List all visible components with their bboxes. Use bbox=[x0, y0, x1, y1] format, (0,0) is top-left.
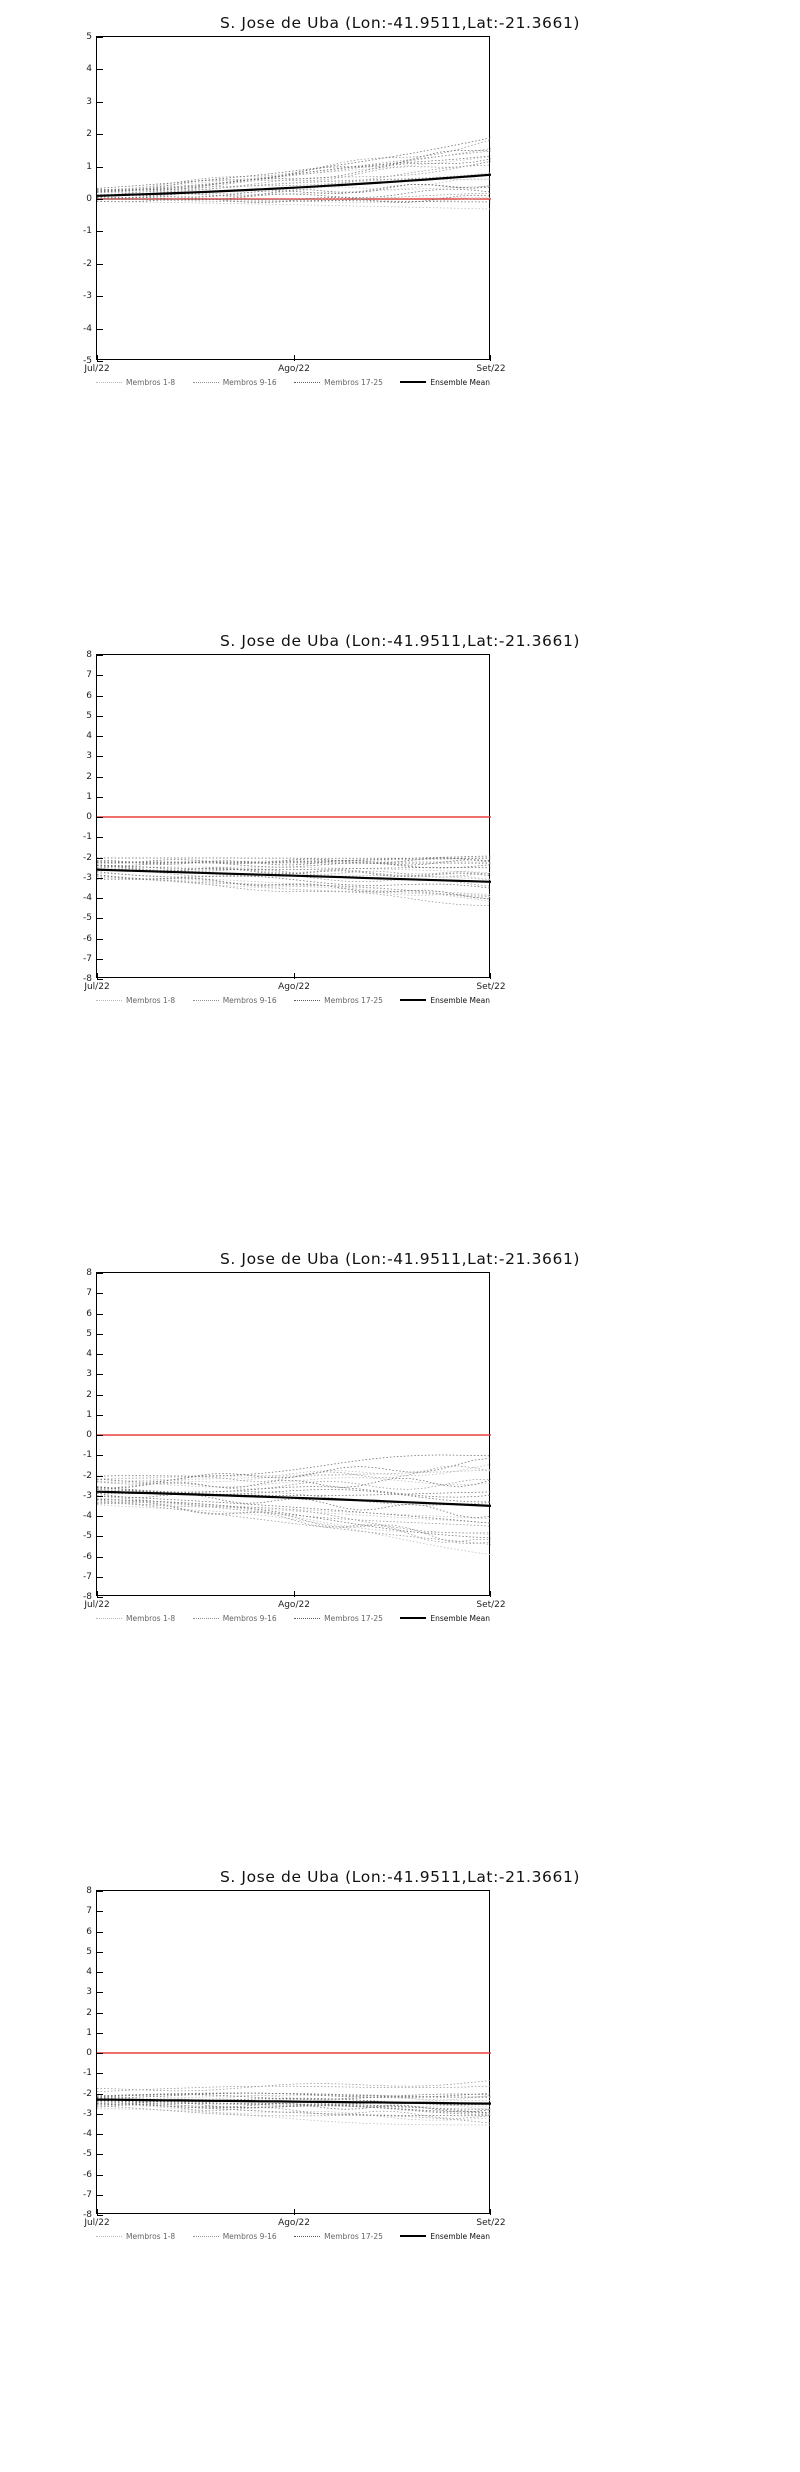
y-tick-mark bbox=[97, 2094, 103, 2095]
y-tick-mark bbox=[97, 1273, 103, 1274]
y-tick-label: 2 bbox=[86, 1389, 92, 1400]
x-tick-label: Ago/22 bbox=[278, 982, 310, 992]
y-tick-mark bbox=[97, 1911, 103, 1912]
y-tick-mark bbox=[97, 2154, 103, 2155]
y-tick-mark bbox=[97, 1415, 103, 1416]
y-tick-label: 1 bbox=[86, 161, 92, 172]
x-tick-mark bbox=[294, 2209, 295, 2215]
x-tick-label: Set/22 bbox=[476, 2218, 506, 2228]
legend-swatch-icon bbox=[193, 1618, 219, 1619]
y-tick-mark bbox=[97, 2114, 103, 2115]
y-tick-label: 2 bbox=[86, 771, 92, 782]
legend-label: Membros 9-16 bbox=[222, 1613, 277, 1623]
y-tick-mark bbox=[97, 959, 103, 960]
y-tick-mark bbox=[97, 736, 103, 737]
y-tick-label: 0 bbox=[86, 2048, 92, 2058]
legend-swatch-icon bbox=[294, 2236, 320, 2237]
y-tick-mark bbox=[97, 858, 103, 859]
y-tick-label: -4 bbox=[83, 893, 92, 903]
x-tick-label: Jul/22 bbox=[84, 2218, 110, 2228]
chart-panel bbox=[0, 618, 800, 1236]
chart-panel bbox=[0, 1236, 800, 1854]
y-tick-mark bbox=[97, 69, 103, 70]
legend-item bbox=[294, 1614, 383, 1623]
y-tick-label: -4 bbox=[83, 2129, 92, 2139]
legend-label: Membros 1-8 bbox=[126, 995, 176, 1005]
legend-label: Ensemble Mean bbox=[430, 995, 490, 1005]
y-tick-mark bbox=[97, 817, 103, 818]
y-tick-label: 8 bbox=[86, 1886, 92, 1896]
legend-label: Membros 17-25 bbox=[324, 2231, 383, 2241]
x-tick-mark bbox=[294, 355, 295, 361]
y-tick-mark bbox=[97, 1557, 103, 1558]
y-tick-mark bbox=[97, 979, 103, 980]
y-tick-mark bbox=[97, 1496, 103, 1497]
legend-item bbox=[400, 378, 490, 387]
y-tick-label: -4 bbox=[83, 1511, 92, 1521]
y-tick-mark bbox=[97, 2013, 103, 2014]
legend-swatch-icon bbox=[96, 2236, 122, 2237]
y-tick-label: 4 bbox=[86, 1967, 92, 1977]
chart-legend bbox=[96, 374, 490, 390]
y-tick-mark bbox=[97, 37, 103, 38]
plot-area bbox=[83, 32, 506, 374]
y-tick-mark bbox=[97, 231, 103, 232]
y-tick-label: -2 bbox=[83, 2088, 92, 2099]
y-tick-label: -5 bbox=[83, 1531, 92, 1542]
y-tick-label: 5 bbox=[86, 710, 92, 721]
x-tick-mark bbox=[97, 973, 98, 979]
y-tick-label: -1 bbox=[83, 832, 92, 843]
legend-item bbox=[400, 1614, 490, 1623]
y-tick-label: -8 bbox=[83, 974, 92, 984]
y-tick-label: -3 bbox=[83, 1490, 92, 1501]
y-tick-mark bbox=[97, 329, 103, 330]
legend-swatch-icon bbox=[96, 1000, 122, 1001]
legend-item bbox=[193, 1614, 277, 1623]
y-tick-mark bbox=[97, 1455, 103, 1456]
y-tick-label: 5 bbox=[86, 1328, 92, 1339]
y-tick-label: -6 bbox=[83, 2169, 92, 2180]
series-canvas bbox=[97, 1891, 491, 2215]
legend-swatch-icon bbox=[400, 999, 426, 1001]
legend-item bbox=[193, 996, 277, 1005]
legend-label: Membros 17-25 bbox=[324, 377, 383, 387]
y-tick-mark bbox=[97, 134, 103, 135]
y-tick-label: 1 bbox=[86, 1409, 92, 1420]
y-tick-mark bbox=[97, 1932, 103, 1933]
y-tick-mark bbox=[97, 655, 103, 656]
y-tick-mark bbox=[97, 1536, 103, 1537]
y-tick-mark bbox=[97, 878, 103, 879]
x-tick-mark bbox=[490, 973, 491, 979]
y-tick-label: -1 bbox=[83, 226, 92, 237]
y-tick-label: 1 bbox=[86, 791, 92, 802]
x-tick-label: Set/22 bbox=[476, 1600, 506, 1610]
y-tick-mark bbox=[97, 296, 103, 297]
y-tick-mark bbox=[97, 2033, 103, 2034]
legend-item bbox=[294, 996, 383, 1005]
plot-area bbox=[83, 1886, 506, 2228]
chart-title: S. Jose de Uba (Lon:-41.9511,Lat:-21.3661) bbox=[219, 632, 581, 650]
legend-label: Membros 9-16 bbox=[222, 377, 277, 387]
chart-legend bbox=[96, 2228, 490, 2244]
y-tick-label: 3 bbox=[86, 751, 92, 762]
y-tick-mark bbox=[97, 1435, 103, 1436]
chart-title: S. Jose de Uba (Lon:-41.9511,Lat:-21.3661) bbox=[219, 14, 581, 32]
y-tick-label: 5 bbox=[86, 1946, 92, 1957]
x-tick-mark bbox=[97, 1591, 98, 1597]
y-tick-mark bbox=[97, 102, 103, 103]
legend-label: Membros 9-16 bbox=[222, 995, 277, 1005]
y-tick-mark bbox=[97, 1972, 103, 1973]
legend-swatch-icon bbox=[400, 1617, 426, 1619]
y-tick-mark bbox=[97, 675, 103, 676]
series-canvas bbox=[97, 37, 491, 361]
y-tick-label: 6 bbox=[86, 690, 92, 701]
legend-label: Membros 17-25 bbox=[324, 1613, 383, 1623]
y-tick-label: 2 bbox=[86, 2007, 92, 2018]
legend-label: Membros 1-8 bbox=[126, 2231, 176, 2241]
y-tick-label: 8 bbox=[86, 1268, 92, 1278]
y-tick-mark bbox=[97, 1891, 103, 1892]
plot-frame bbox=[83, 1268, 506, 1610]
y-tick-label: -8 bbox=[83, 1592, 92, 1602]
y-tick-mark bbox=[97, 939, 103, 940]
y-tick-mark bbox=[97, 1293, 103, 1294]
y-tick-label: 3 bbox=[86, 1369, 92, 1380]
x-tick-mark bbox=[490, 2209, 491, 2215]
y-tick-mark bbox=[97, 2175, 103, 2176]
y-tick-label: -1 bbox=[83, 1450, 92, 1461]
y-tick-mark bbox=[97, 777, 103, 778]
y-tick-label: -7 bbox=[83, 2189, 92, 2200]
chart-legend bbox=[96, 1610, 490, 1626]
y-tick-mark bbox=[97, 199, 103, 200]
legend-label: Ensemble Mean bbox=[430, 2231, 490, 2241]
legend-swatch-icon bbox=[294, 1000, 320, 1001]
y-tick-mark bbox=[97, 1992, 103, 1993]
chart-title: S. Jose de Uba (Lon:-41.9511,Lat:-21.3661) bbox=[219, 1868, 581, 1886]
y-tick-label: 8 bbox=[86, 650, 92, 660]
y-tick-label: -5 bbox=[83, 2149, 92, 2160]
x-tick-label: Ago/22 bbox=[278, 1600, 310, 1610]
y-tick-label: -5 bbox=[83, 356, 92, 366]
legend-item bbox=[96, 996, 175, 1005]
y-tick-mark bbox=[97, 264, 103, 265]
y-tick-label: -6 bbox=[83, 933, 92, 944]
y-tick-mark bbox=[97, 696, 103, 697]
y-tick-mark bbox=[97, 361, 103, 362]
legend-item bbox=[193, 2232, 277, 2241]
y-tick-label: 7 bbox=[86, 1288, 92, 1299]
y-tick-mark bbox=[97, 2195, 103, 2196]
x-tick-label: Set/22 bbox=[476, 364, 506, 374]
y-tick-label: 0 bbox=[86, 194, 92, 204]
y-tick-label: 4 bbox=[86, 1349, 92, 1359]
legend-item bbox=[294, 378, 383, 387]
chart-panel bbox=[0, 1854, 800, 2472]
x-tick-label: Ago/22 bbox=[278, 2218, 310, 2228]
x-tick-mark bbox=[97, 355, 98, 361]
legend-item bbox=[400, 2232, 490, 2241]
legend-label: Membros 9-16 bbox=[222, 2231, 277, 2241]
legend-item bbox=[96, 2232, 175, 2241]
plot-frame bbox=[83, 1886, 506, 2228]
chart-title: S. Jose de Uba (Lon:-41.9511,Lat:-21.3661) bbox=[219, 1250, 581, 1268]
y-tick-label: 1 bbox=[86, 2027, 92, 2038]
y-tick-label: 4 bbox=[86, 64, 92, 75]
plot-frame bbox=[83, 32, 506, 374]
legend-item bbox=[96, 378, 175, 387]
y-tick-label: 6 bbox=[86, 1926, 92, 1937]
y-tick-label: -6 bbox=[83, 1551, 92, 1562]
legend-item bbox=[96, 1614, 175, 1623]
x-tick-label: Jul/22 bbox=[84, 982, 110, 992]
y-tick-mark bbox=[97, 918, 103, 919]
plot-area bbox=[83, 650, 506, 992]
y-tick-mark bbox=[97, 1314, 103, 1315]
legend-item bbox=[294, 2232, 383, 2241]
y-tick-mark bbox=[97, 797, 103, 798]
y-tick-mark bbox=[97, 2053, 103, 2054]
legend-swatch-icon bbox=[400, 381, 426, 383]
x-tick-label: Ago/22 bbox=[278, 364, 310, 374]
legend-swatch-icon bbox=[294, 1618, 320, 1619]
y-tick-label: -1 bbox=[83, 2068, 92, 2079]
x-tick-mark bbox=[294, 973, 295, 979]
legend-swatch-icon bbox=[400, 2235, 426, 2237]
chart-legend bbox=[96, 992, 490, 1008]
x-tick-mark bbox=[97, 2209, 98, 2215]
y-tick-label: 5 bbox=[86, 32, 92, 42]
y-tick-mark bbox=[97, 167, 103, 168]
y-tick-mark bbox=[97, 1395, 103, 1396]
legend-label: Membros 1-8 bbox=[126, 1613, 176, 1623]
y-tick-mark bbox=[97, 1374, 103, 1375]
y-tick-label: -3 bbox=[83, 291, 92, 302]
y-tick-label: 6 bbox=[86, 1308, 92, 1319]
y-tick-mark bbox=[97, 837, 103, 838]
y-tick-label: -2 bbox=[83, 1470, 92, 1481]
y-tick-mark bbox=[97, 898, 103, 899]
x-tick-mark bbox=[490, 355, 491, 361]
y-tick-label: 2 bbox=[86, 129, 92, 140]
series-canvas bbox=[97, 1273, 491, 1597]
y-tick-label: -2 bbox=[83, 852, 92, 863]
x-tick-mark bbox=[490, 1591, 491, 1597]
y-tick-label: 3 bbox=[86, 1987, 92, 1998]
y-tick-label: 7 bbox=[86, 670, 92, 681]
y-tick-label: -2 bbox=[83, 258, 92, 269]
plot-frame bbox=[83, 650, 506, 992]
y-tick-mark bbox=[97, 1952, 103, 1953]
legend-label: Membros 17-25 bbox=[324, 995, 383, 1005]
y-tick-label: 0 bbox=[86, 812, 92, 822]
legend-label: Ensemble Mean bbox=[430, 377, 490, 387]
y-tick-label: -3 bbox=[83, 872, 92, 883]
legend-label: Membros 1-8 bbox=[126, 377, 176, 387]
x-tick-label: Jul/22 bbox=[84, 1600, 110, 1610]
y-tick-label: -4 bbox=[83, 323, 92, 334]
chart-panel bbox=[0, 0, 800, 618]
plot-area bbox=[83, 1268, 506, 1610]
x-tick-label: Set/22 bbox=[476, 982, 506, 992]
legend-swatch-icon bbox=[96, 1618, 122, 1619]
legend-label: Ensemble Mean bbox=[430, 1613, 490, 1623]
y-tick-label: -3 bbox=[83, 2108, 92, 2119]
x-tick-label: Jul/22 bbox=[84, 364, 110, 374]
y-tick-mark bbox=[97, 1516, 103, 1517]
y-tick-label: -8 bbox=[83, 2210, 92, 2220]
legend-swatch-icon bbox=[193, 2236, 219, 2237]
legend-swatch-icon bbox=[294, 382, 320, 383]
y-tick-mark bbox=[97, 2134, 103, 2135]
y-tick-label: -5 bbox=[83, 913, 92, 924]
legend-item bbox=[193, 378, 277, 387]
y-tick-label: -7 bbox=[83, 1571, 92, 1582]
y-tick-mark bbox=[97, 1334, 103, 1335]
y-tick-mark bbox=[97, 756, 103, 757]
series-canvas bbox=[97, 655, 491, 979]
y-tick-label: 3 bbox=[86, 96, 92, 107]
y-tick-mark bbox=[97, 1597, 103, 1598]
y-tick-label: 4 bbox=[86, 731, 92, 741]
legend-item bbox=[400, 996, 490, 1005]
y-tick-mark bbox=[97, 1476, 103, 1477]
y-tick-mark bbox=[97, 1354, 103, 1355]
y-tick-mark bbox=[97, 2073, 103, 2074]
y-tick-label: 0 bbox=[86, 1430, 92, 1440]
legend-swatch-icon bbox=[193, 1000, 219, 1001]
y-tick-label: -7 bbox=[83, 953, 92, 964]
y-tick-mark bbox=[97, 1577, 103, 1578]
x-tick-mark bbox=[294, 1591, 295, 1597]
legend-swatch-icon bbox=[193, 382, 219, 383]
y-tick-mark bbox=[97, 716, 103, 717]
y-tick-mark bbox=[97, 2215, 103, 2216]
y-tick-label: 7 bbox=[86, 1906, 92, 1917]
legend-swatch-icon bbox=[96, 382, 122, 383]
